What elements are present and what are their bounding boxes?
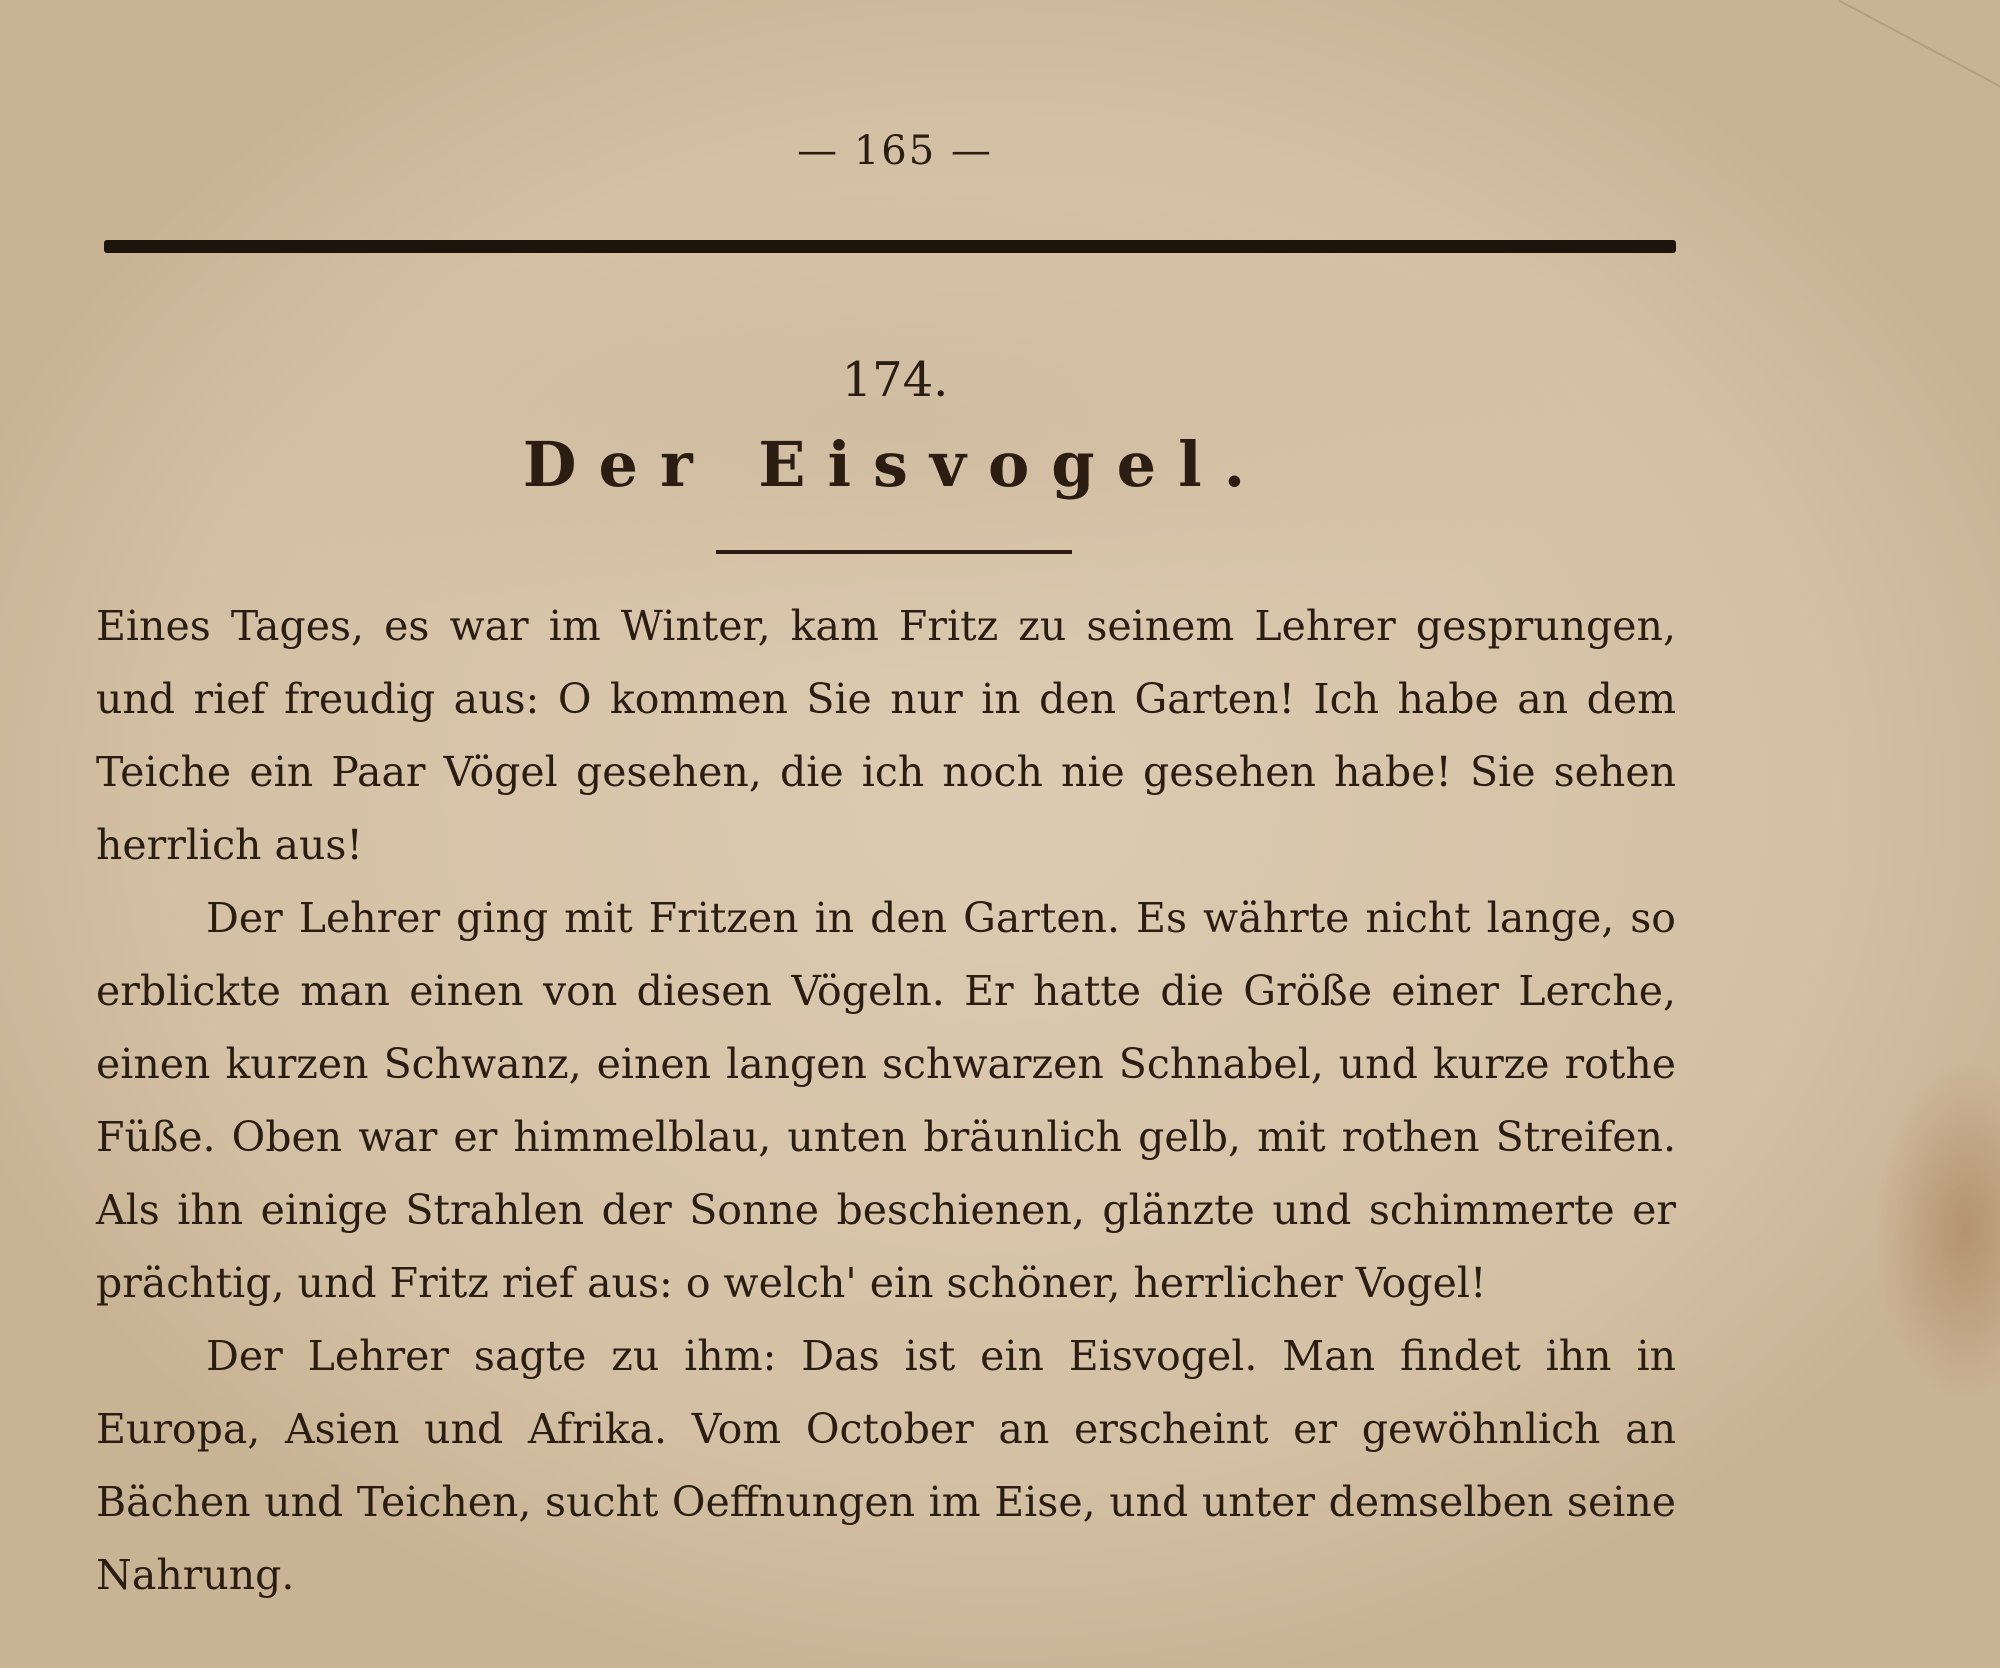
section-title: Der Eisvogel. — [522, 428, 1268, 501]
paragraph-3: Der Lehrer sagte zu ihm: Das ist ein Eisvogel. Man findet ihn in Europa, Asien und Afrika. Vom October an erscheint er gewöhnlich an Bächen und Teichen, sucht Oeffnungen im Eise, und unter demselben seine Nahrung. — [96, 1332, 1676, 1599]
paragraph-2: Der Lehrer ging mit Fritzen in den Garten. Es währte nicht lange, so erblickte man einen von diesen Vögeln. Er hatte die Größe einer Lerche, einen kurzen Schwanz, einen langen schwarzen Schnabel, und kurze rothe Füße. Oben war er himmelblau, unten bräunlich gelb, mit rothen Streifen. Als ihn einige Strahlen der Sonne beschienen, glänzte und schimmerte er prächtig, und Fritz rief aus: o welch' ein schöner, herrlicher Vogel! — [96, 894, 1676, 1307]
title-underline — [716, 550, 1072, 554]
page-number: — 165 — — [797, 128, 993, 174]
paper-crease — [1839, 0, 2000, 105]
section-number: 174. — [841, 352, 949, 408]
body-text — [96, 590, 1676, 1612]
header-rule — [104, 240, 1676, 253]
paragraph-1: Eines Tages, es war im Winter, kam Fritz zu seinem Lehrer gesprungen, und rief freudig aus: O kommen Sie nur in den Garten! Ich habe an dem Teiche ein Paar Vögel gesehen, die ich noch nie gesehen habe! Sie sehen herrlich aus! — [96, 602, 1676, 869]
